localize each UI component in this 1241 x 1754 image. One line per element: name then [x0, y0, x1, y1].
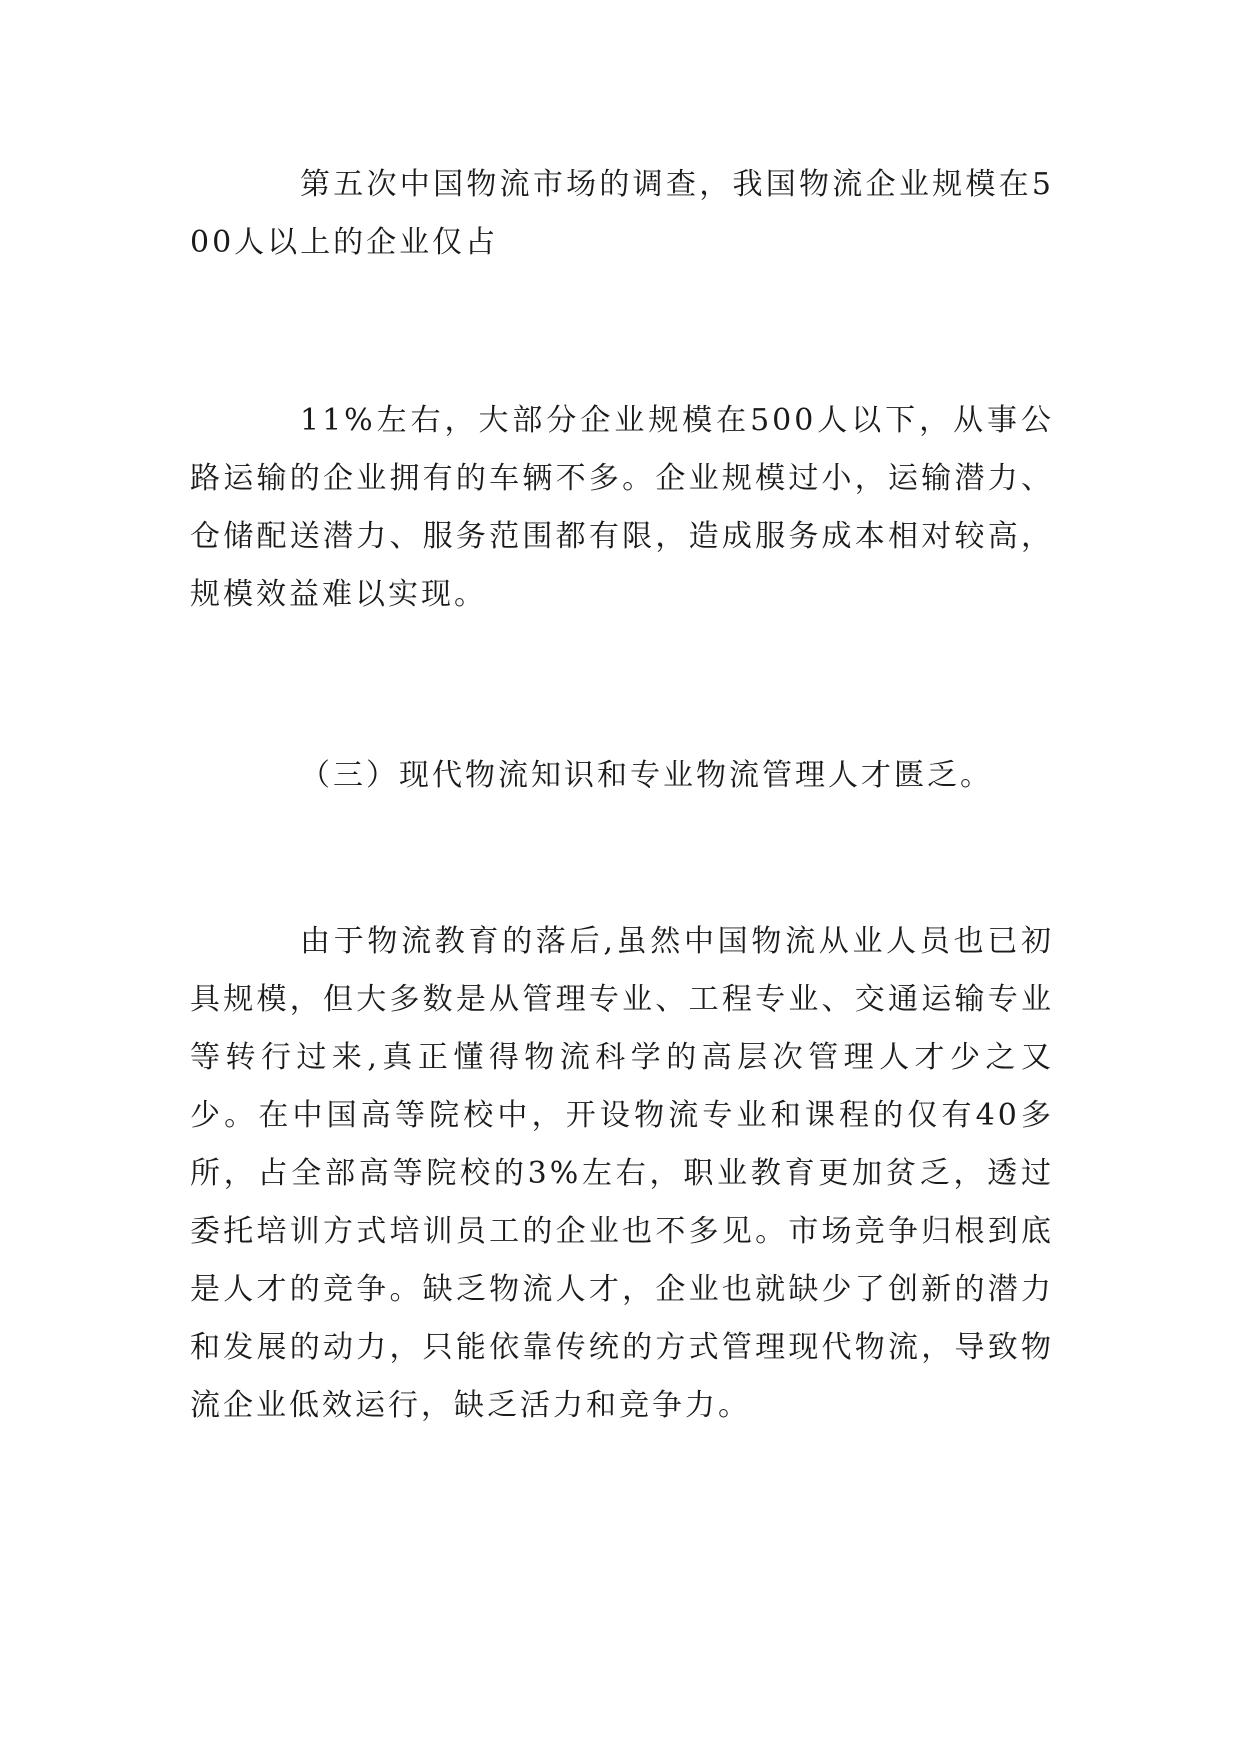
section-heading: （三）现代物流知识和专业物流管理人才匮乏。: [300, 758, 993, 793]
paragraph-enterprise-scale: 11%左右，大部分企业规模在500人以下，从事公路运输的企业拥有的车辆不多。企业规模过小，运输潜力、仓储配送潜力、服务范围都有限，造成服务成本相对较高，规模效益难以实现。: [190, 403, 1054, 612]
paragraph-survey-intro: 第五次中国物流市场的调查，我国物流企业规模在500人以上的企业仅占: [190, 167, 1054, 260]
paragraph-talent-shortage: 由于物流教育的落后,虽然中国物流从业人员也已初具规模，但大多数是从管理专业、工程专业、交通运输专业等转行过来,真正懂得物流科学的高层次管理人才少之又少。在中国高等院校中，开设物流专业和课程的仅有40多所，占全部高等院校的3%左右，职业教育更加贫乏，透过委托培训方式培训员工的企业也不多见。市场竞争归根到底是人才的竞争。缺乏物流人才，企业也就缺少了创新的潜力和发展的动力，只能依靠传统的方式管理现代物流，导致物流企业低效运行，缺乏活力和竞争力。: [190, 924, 1054, 1423]
